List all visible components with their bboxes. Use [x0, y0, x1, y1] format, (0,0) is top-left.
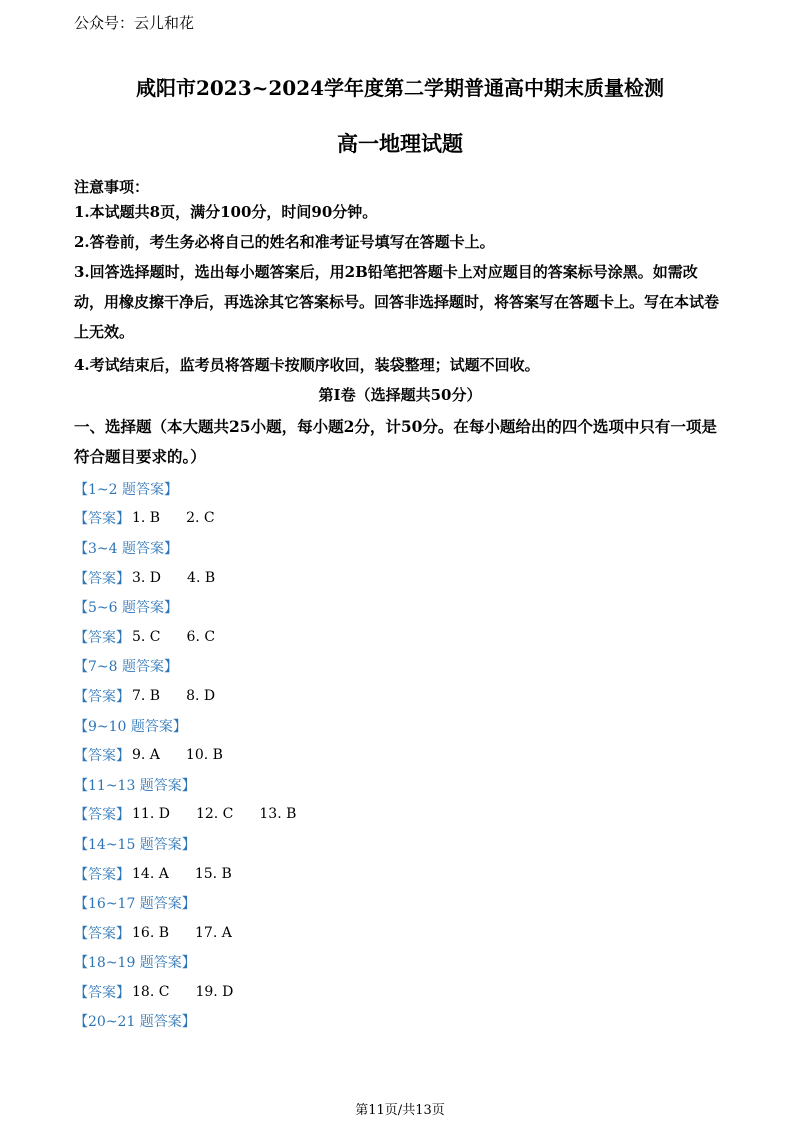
answer-tag: 【答案】 [74, 688, 130, 705]
answer-value: 10. B [185, 747, 223, 764]
part-title: 第Ⅰ卷（选择题共50分） [318, 386, 482, 404]
range-label: 【3~4 题答案】 [74, 540, 178, 557]
answer-group-range [74, 533, 724, 563]
answer-group-range [74, 888, 724, 918]
answer-group-range [74, 770, 724, 800]
notice-heading: 注意事项： [74, 178, 150, 196]
range-label: 【9~10 题答案】 [74, 718, 187, 735]
range-label: 【16~17 题答案】 [74, 896, 196, 913]
answer-tag: 【答案】 [74, 511, 130, 528]
range-label: 【5~6 题答案】 [74, 600, 178, 617]
answer-row [74, 977, 724, 1007]
page-footer: 第11页/共13页 [355, 1103, 445, 1118]
answer-group-range [74, 1007, 724, 1037]
answer-group-range [74, 948, 724, 978]
answer-tag: 【答案】 [74, 984, 130, 1001]
answer-value: 5. C [132, 628, 161, 645]
answer-value: 17. A [195, 924, 232, 941]
range-label: 【11~13 题答案】 [74, 777, 196, 794]
notice-item: 4.考试结束后，监考员将答题卡按顺序收回，装袋整理；试题不回收。 [74, 356, 540, 374]
answer-value: 9. A [132, 747, 160, 764]
answer-value: 8. D [186, 687, 216, 704]
answer-value: 3. D [132, 569, 162, 586]
notice-item: 1.本试题共8页，满分100分，时间90分钟。 [74, 203, 378, 221]
answer-value: 19. D [195, 983, 234, 1000]
range-label: 【14~15 题答案】 [74, 836, 196, 853]
answer-value: 6. C [186, 628, 216, 645]
answer-group-range [74, 652, 724, 682]
range-label: 【7~8 题答案】 [74, 659, 178, 676]
answer-value: 7. B [132, 687, 161, 704]
answer-value: 2. C [186, 510, 215, 527]
answer-tag: 【答案】 [74, 629, 130, 646]
answer-value: 4. B [187, 569, 216, 586]
answer-row [74, 800, 724, 830]
notice-item: 2.答卷前，考生务必将自己的姓名和准考证号填写在答题卡上。 [74, 233, 495, 251]
answer-row [74, 504, 724, 534]
answer-value: 16. B [132, 924, 170, 941]
answer-value: 13. B [259, 806, 297, 823]
answer-group-range [74, 592, 724, 622]
answer-row [74, 859, 724, 889]
range-label: 【18~19 题答案】 [74, 955, 196, 972]
answer-tag: 【答案】 [74, 866, 130, 883]
answer-value: 18. C [132, 983, 170, 1000]
header-note: 公众号：云儿和花 [74, 14, 195, 32]
answer-group-range [74, 711, 724, 741]
answer-value: 14. A [132, 865, 169, 882]
answer-list [74, 474, 724, 1036]
answer-row [74, 681, 724, 711]
answer-row [74, 622, 724, 652]
exam-subtitle: 高一地理试题 [337, 131, 463, 156]
notice-item: 3.回答选择题时，选出每小题答案后，用2B铅笔把答题卡上对应题目的答案标号涂黑。如需改动，用橡皮擦干净后，再选涂其它答案标号。回答非选择题时，将答案写在答题卡上。写在本试卷上无效。 [74, 263, 720, 341]
answer-tag: 【答案】 [74, 925, 130, 942]
section-heading: 一、选择题（本大题共25小题，每小题2分，计50分。在每小题给出的四个选项中只有一项是符合题目要求的。） [74, 417, 717, 466]
answer-tag: 【答案】 [74, 748, 130, 765]
answer-value: 11. D [132, 806, 170, 823]
answer-group-range [74, 474, 724, 504]
answer-row [74, 918, 724, 948]
answer-group-range [74, 829, 724, 859]
exam-title: 咸阳市2023~2024学年度第二学期普通高中期末质量检测 [135, 76, 665, 100]
answer-value: 15. B [194, 865, 232, 882]
answer-row [74, 563, 724, 593]
answer-value: 12. C [195, 806, 234, 823]
answer-row [74, 740, 724, 770]
answer-value: 1. B [132, 510, 161, 527]
range-label: 【1~2 题答案】 [74, 481, 178, 498]
answer-tag: 【答案】 [74, 807, 130, 824]
answer-tag: 【答案】 [74, 570, 130, 587]
range-label: 【20~21 题答案】 [74, 1014, 196, 1031]
